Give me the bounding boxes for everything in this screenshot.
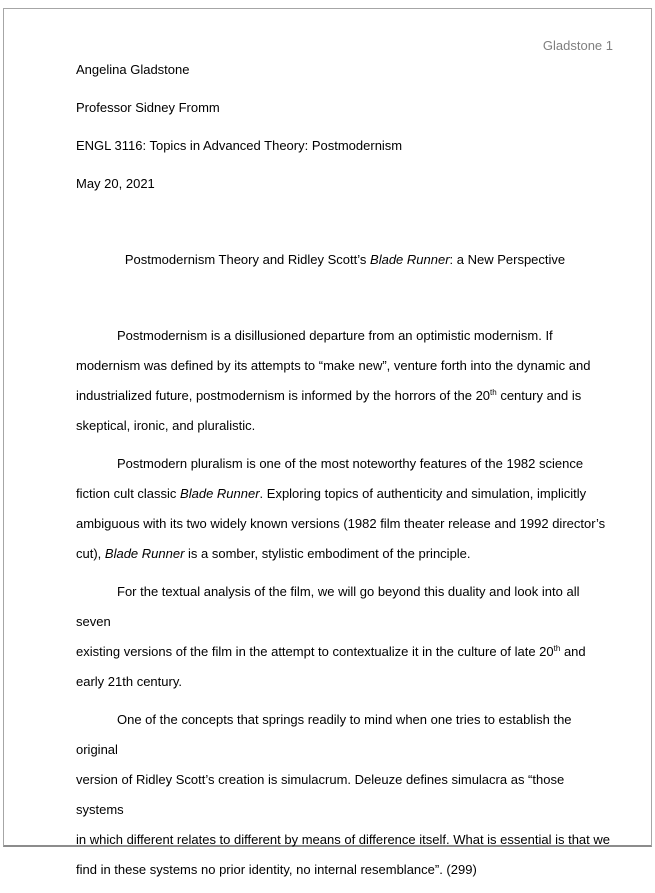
running-header-page-number: Gladstone 1 [542,38,613,53]
body-paragraph-2: Postmodern pluralism is one of the most noteworthy features of the 1982 science fiction cult classic Blade Runner. Exploring topics of authenticity and simulation, implicitly ambiguous with its two widely known versions (1982 film theater release and 1992 director’s cut), Blade Runner is a somber, stylistic embodiment of the principle. [76,456,606,561]
body-paragraph-3: For the textual analysis of the film, we will go beyond this duality and look into all seven existing versions of the film in the attempt to contextualize it in the culture of late 20th and early 21th century. [76,584,586,689]
heading-instructor: Professor Sidney Fromm [76,100,220,115]
heading-date: May 20, 2021 [76,176,155,191]
blank-line [76,207,614,237]
document-content [76,55,614,893]
essay-title: Postmodernism Theory and Ridley Scott’s Blade Runner: a New Perspective [124,252,566,267]
document-page[interactable] [3,8,652,877]
heading-course: ENGL 3116: Topics in Advanced Theory: Postmodernism [76,138,403,153]
heading-author: Angelina Gladstone [76,62,190,77]
body-paragraph-4: One of the concepts that springs readily to mind when one tries to establish the original version of Ridley Scott’s creation is simulacrum. Deleuze defines simulacra as “those systems in which different relates to different by means of difference itself. What is essential is that we find in these systems no prior identity, no internal resemblance”. (299) [76,712,610,877]
body-paragraph-1: Postmodernism is a disillusioned departure from an optimistic modernism. If modernism was defined by its attempts to “make new”, venture forth into the dynamic and industrialized future, postmodernism is informed by the horrors of the 20th century and is skeptical, ironic, and pluralistic. [76,328,591,433]
blank-line [76,283,614,313]
